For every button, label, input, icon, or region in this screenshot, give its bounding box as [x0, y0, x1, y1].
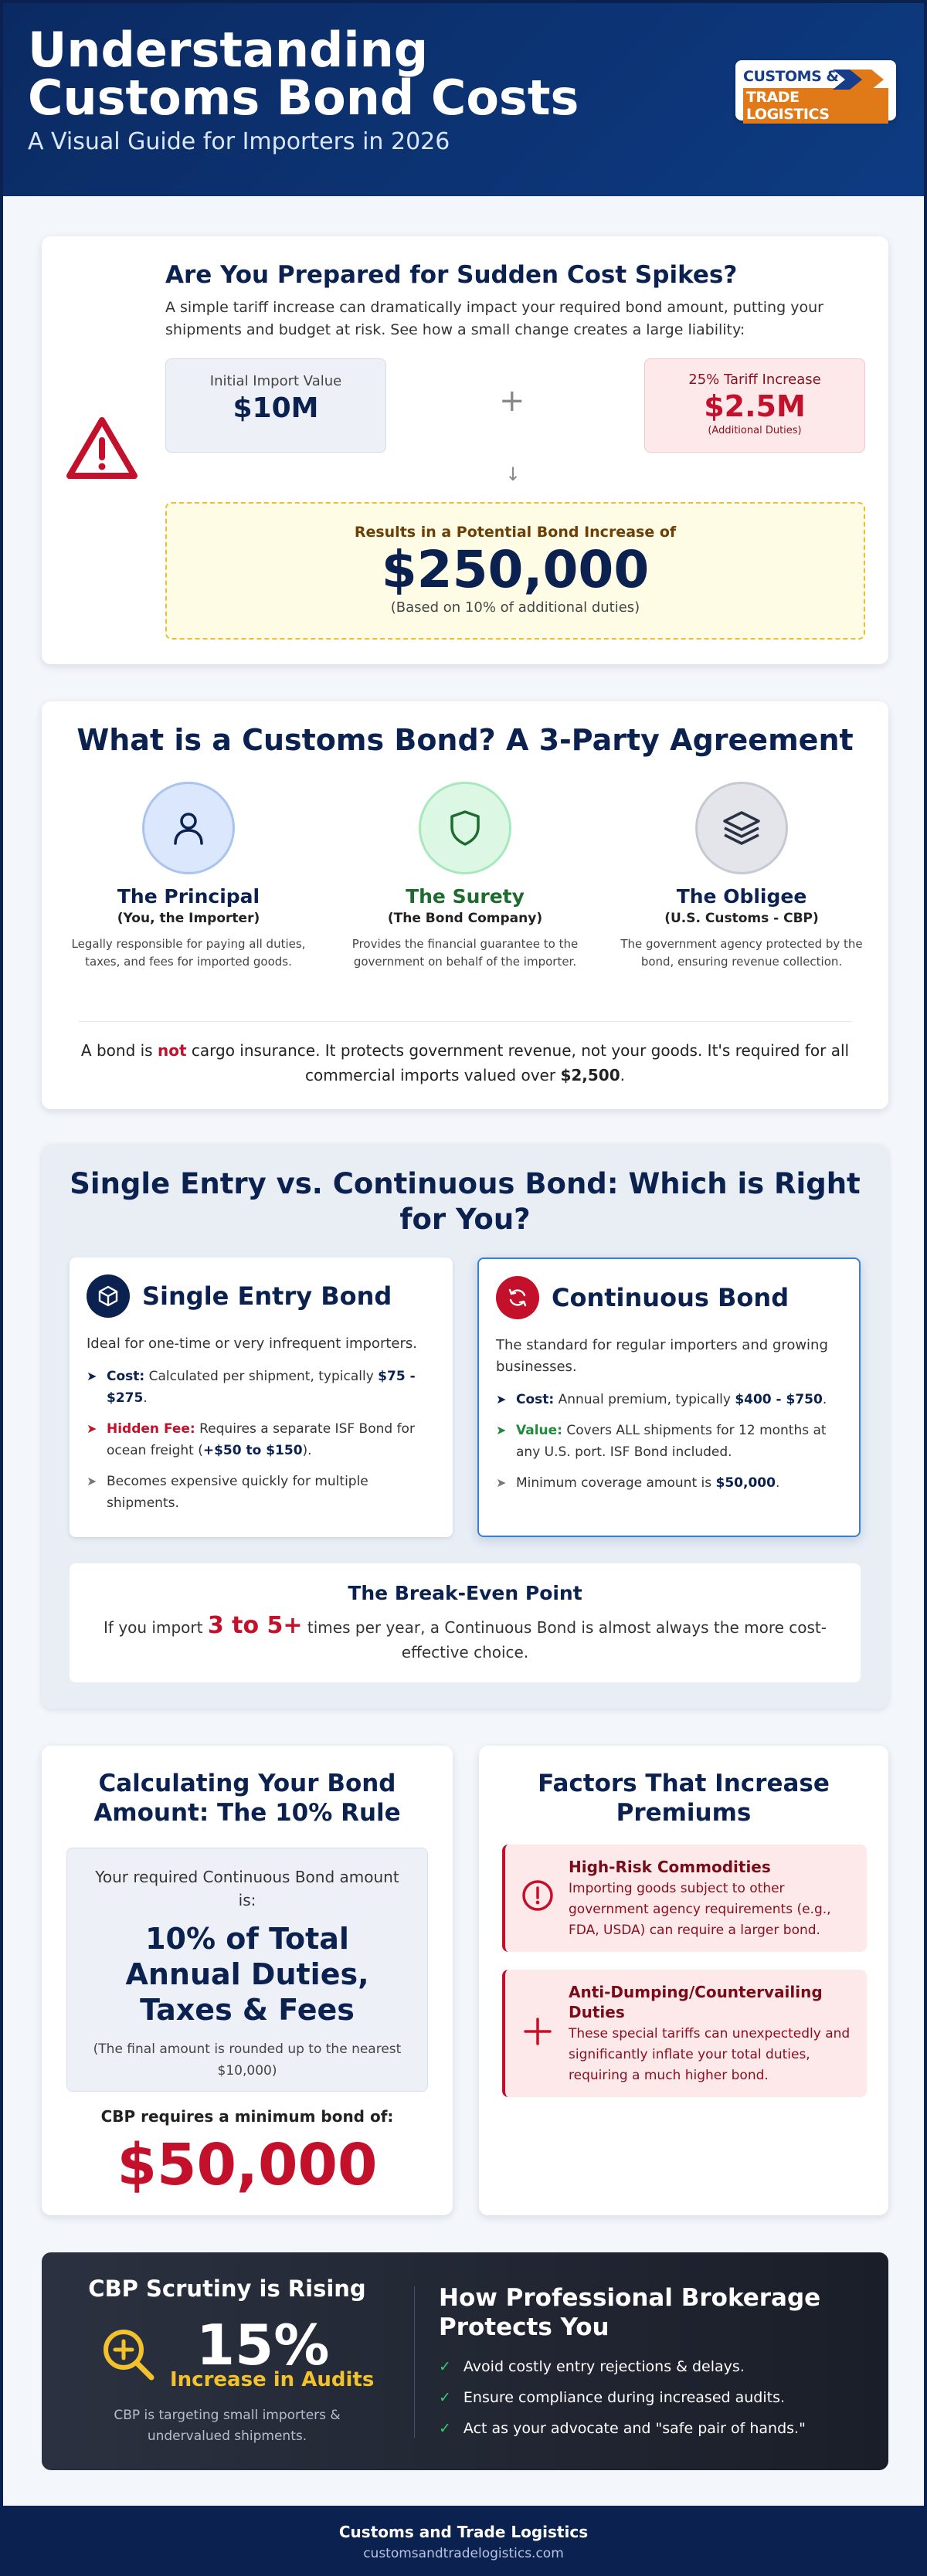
item-label: Cost:	[516, 1392, 555, 1407]
party-surety	[334, 782, 596, 971]
note-emphasis: not	[157, 1041, 187, 1060]
plus-sign: +	[499, 383, 525, 419]
calc-box-text: Your required Continuous Bond amount is:	[95, 1868, 399, 1909]
arrow-bullet-icon: ➤	[87, 1421, 97, 1436]
scrutiny-subtext: CBP is targeting small importers & undervalued shipments.	[114, 2408, 341, 2444]
single-entry-list	[87, 1366, 436, 1514]
divider	[79, 1021, 851, 1022]
calc-title: Calculating Your Bond Amount: The 10% Rule	[93, 1770, 401, 1827]
item-text: ).	[302, 1443, 312, 1458]
benefit-text: Avoid costly entry rejections & delays.	[463, 2358, 745, 2375]
item-text: Requires a separate ISF Bond for ocean freight (	[107, 1421, 415, 1458]
party-desc: Legally responsible for paying all duties, taxes, and fees for imported goods.	[71, 937, 306, 969]
calc-box-rule: 10% of Total Annual Duties, Taxes & Fees	[125, 1922, 369, 2027]
shield-icon	[445, 808, 485, 848]
page-subtitle: A Visual Guide for Importers in 2026	[28, 128, 450, 155]
single-entry-title: Single Entry Bond	[142, 1281, 392, 1311]
continuous-bond-title: Continuous Bond	[552, 1283, 789, 1312]
break-even-number: 3 to 5+	[207, 1612, 303, 1639]
item-amount: +$50 to $150	[202, 1443, 303, 1458]
party-role: (You, the Importer)	[117, 911, 260, 926]
item-amount: $400 - $750	[735, 1392, 823, 1407]
break-even-text	[70, 1614, 861, 1665]
comparison-title: Single Entry vs. Continuous Bond: Which is Right for You?	[70, 1167, 861, 1236]
list-item	[439, 2382, 806, 2413]
arrow-bullet-icon: ➤	[496, 1392, 507, 1407]
bond-increase-box	[165, 502, 865, 640]
item-amount: $50,000	[715, 1475, 776, 1491]
initial-import-label: Initial Import Value	[209, 373, 342, 389]
user-icon	[168, 808, 209, 848]
cost-spike-text: A simple tariff increase can dramatically impact your required bond amount, putting your shipments and budget at risk. See how a small change creates a large liability:	[165, 299, 823, 338]
agreement-card	[42, 701, 888, 1109]
factors-title: Factors That Increase Premiums	[538, 1770, 830, 1827]
logo-chevron-icon	[833, 68, 887, 91]
cost-spike-title: Are You Prepared for Sudden Cost Spikes?	[165, 261, 738, 289]
factor-desc: Importing goods subject to other government agency requirements (e.g., FDA, USDA) can require a larger bond.	[569, 1881, 831, 1938]
page-footer	[3, 2506, 924, 2576]
item-text: .	[143, 1390, 148, 1406]
note-text: .	[620, 1066, 625, 1084]
scrutiny-title: CBP Scrutiny is Rising	[88, 2276, 366, 2302]
break-even-post: times per year, a Continuous Bond is almost always the more cost-effective choice.	[302, 1618, 827, 1661]
zoom-in-icon	[99, 2325, 158, 2384]
arrow-down-icon: ↓	[505, 463, 521, 485]
party-name: The Obligee	[676, 885, 807, 908]
list-item	[439, 2413, 806, 2444]
item-text: .	[775, 1475, 780, 1491]
scrutiny-banner	[42, 2252, 888, 2470]
break-even-title: The Break-Even Point	[348, 1582, 582, 1604]
party-name: The Surety	[406, 885, 525, 908]
factor-anti-dumping	[502, 1970, 867, 2097]
tariff-value: $2.5M	[704, 389, 806, 423]
arrow-bullet-icon: ➤	[87, 1474, 97, 1488]
tariff-note: (Additional Duties)	[708, 425, 802, 436]
continuous-bond-card	[477, 1257, 861, 1537]
factor-high-risk	[502, 1845, 867, 1952]
item-text: Calculated per shipment, typically	[144, 1369, 379, 1384]
bond-increase-label: Results in a Potential Bond Increase of	[354, 524, 677, 541]
bond-definition-note	[73, 1038, 857, 1088]
factor-desc: These special tariffs can unexpectedly and significantly inflate your total duties, requiring a much higher bond.	[569, 2026, 851, 2083]
party-role: (The Bond Company)	[387, 911, 543, 926]
check-icon: ✓	[439, 2389, 451, 2406]
ten-percent-rule-card	[42, 1746, 453, 2215]
bond-comparison-section	[42, 1145, 888, 1709]
brokerage-title: How Professional Brokerage Protects You	[439, 2284, 821, 2341]
note-text: A bond is	[80, 1041, 158, 1060]
continuous-bond-list	[496, 1389, 842, 1494]
surety-icon-circle	[419, 782, 511, 874]
item-text: Annual premium, typically	[554, 1392, 735, 1407]
bond-increase-value: $250,000	[381, 540, 650, 599]
plus-icon	[521, 2014, 555, 2048]
brokerage-benefits-list	[439, 2351, 806, 2444]
check-icon: ✓	[439, 2420, 451, 2437]
item-label: Value:	[516, 1423, 562, 1438]
box-icon	[97, 1285, 120, 1308]
note-amount: $2,500	[560, 1066, 620, 1084]
item-amount: $75 - $275	[107, 1369, 416, 1406]
arrow-bullet-icon: ➤	[87, 1369, 97, 1383]
bond-increase-note: (Based on 10% of additional duties)	[390, 599, 640, 616]
refresh-icon	[506, 1286, 529, 1309]
company-logo	[735, 60, 896, 123]
item-text: Becomes expensive quickly for multiple shipments.	[107, 1474, 368, 1511]
item-label: Cost:	[107, 1369, 145, 1384]
continuous-bond-header	[496, 1276, 842, 1319]
page-title: Understanding Customs Bond Costs	[28, 22, 579, 126]
logo-line2: TRADE LOGISTICS	[743, 88, 888, 124]
benefit-text: Act as your advocate and "safe pair of hands."	[463, 2420, 806, 2437]
list-item	[496, 1420, 842, 1463]
premium-factors-card	[479, 1746, 888, 2215]
list-item	[87, 1471, 436, 1514]
continuous-icon-circle	[496, 1276, 539, 1319]
break-even-box	[70, 1563, 861, 1682]
party-desc: The government agency protected by the bond, ensuring revenue collection.	[620, 937, 863, 969]
break-even-pre: If you import	[104, 1618, 208, 1637]
logo-line1: CUSTOMS &	[743, 68, 839, 85]
item-text: Covers ALL shipments for 12 months at any U.S. port. ISF Bond included.	[516, 1423, 827, 1460]
party-desc: Provides the financial guarantee to the government on behalf of the importer.	[351, 937, 579, 969]
party-role: (U.S. Customs - CBP)	[664, 911, 819, 926]
note-text: cargo insurance. It protects government revenue, not your goods. It's required for all commercial imports valued over	[186, 1041, 850, 1084]
single-entry-icon-circle	[87, 1274, 130, 1318]
factor-title: Anti-Dumping/Countervailing Duties	[569, 1983, 823, 2021]
single-entry-header	[87, 1274, 436, 1318]
list-item	[496, 1472, 842, 1494]
arrow-bullet-icon: ➤	[496, 1475, 507, 1490]
continuous-bond-desc: The standard for regular importers and growing businesses.	[496, 1337, 828, 1375]
obligee-icon-circle	[695, 782, 788, 874]
initial-import-box	[165, 358, 386, 453]
item-text: Minimum coverage amount is	[516, 1475, 716, 1491]
footer-website-link[interactable]: customsandtradelogistics.com	[363, 2546, 564, 2561]
party-principal	[57, 782, 320, 971]
arrow-bullet-icon: ➤	[496, 1423, 507, 1437]
agreement-title: What is a Customs Bond? A 3-Party Agreement	[76, 723, 854, 757]
factor-title: High-Risk Commodities	[569, 1858, 771, 1876]
list-item	[439, 2351, 806, 2382]
cost-spike-card	[42, 236, 888, 664]
calc-box	[66, 1848, 428, 2092]
item-text: .	[822, 1392, 827, 1407]
tariff-label: 25% Tariff Increase	[688, 372, 821, 388]
initial-import-value: $10M	[233, 392, 319, 424]
min-bond-label: CBP requires a minimum bond of:	[100, 2107, 394, 2126]
item-label: Hidden Fee:	[107, 1421, 195, 1437]
calc-box-note: (The final amount is rounded up to the nearest $10,000)	[93, 2041, 402, 2079]
list-item	[87, 1418, 436, 1461]
single-entry-desc: Ideal for one-time or very infrequent importers.	[87, 1336, 417, 1352]
audit-increase-pct: 15%	[196, 2313, 330, 2377]
min-bond-value: $50,000	[117, 2132, 378, 2198]
single-entry-card	[70, 1257, 453, 1537]
alert-circle-icon	[521, 1879, 555, 1912]
principal-icon-circle	[142, 782, 235, 874]
tariff-increase-box	[644, 358, 865, 453]
check-icon: ✓	[439, 2358, 451, 2375]
audit-increase-label: Increase in Audits	[170, 2368, 375, 2391]
layers-icon	[720, 806, 763, 850]
party-name: The Principal	[117, 885, 260, 908]
list-item	[496, 1389, 842, 1410]
warning-triangle-icon	[65, 416, 139, 480]
party-obligee	[610, 782, 873, 971]
hero-header	[3, 3, 924, 196]
divider	[414, 2286, 415, 2438]
footer-company: Customs and Trade Logistics	[338, 2523, 589, 2541]
list-item	[87, 1366, 436, 1409]
benefit-text: Ensure compliance during increased audits.	[463, 2389, 786, 2406]
